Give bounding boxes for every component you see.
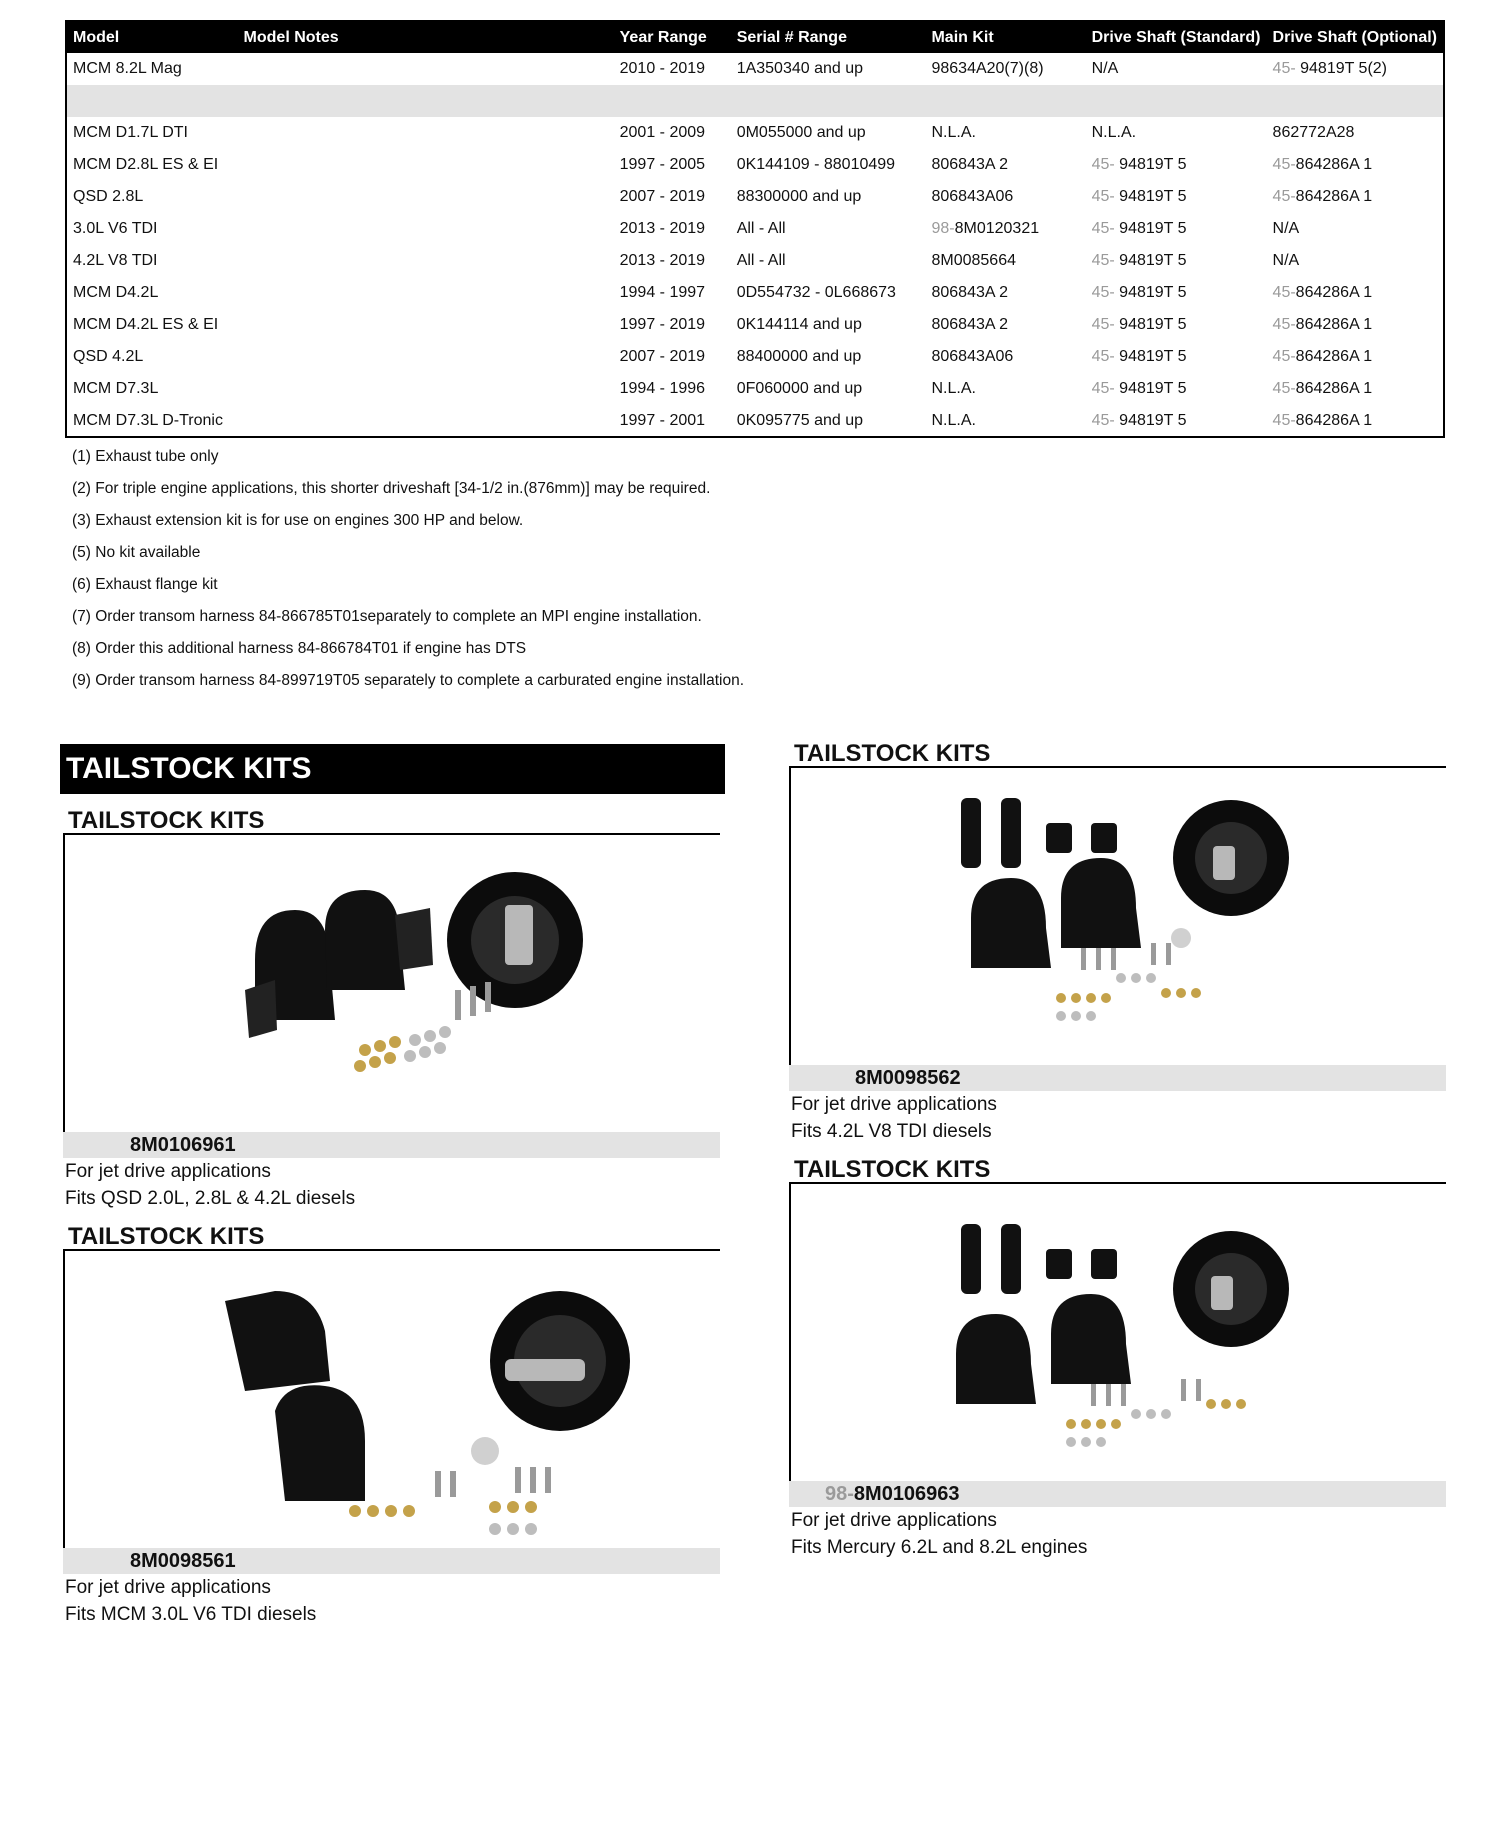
kit-part-number <box>63 1548 720 1574</box>
cell-drive-shaft-standard <box>1086 85 1267 117</box>
footnote: (8) Order this additional harness 84-866784T01 if engine has DTS <box>72 640 527 657</box>
cell-serial-range <box>731 245 926 277</box>
cell-serial-range <box>731 373 926 405</box>
cell-drive-shaft-standard-value: 94819T 5 <box>1114 411 1187 429</box>
tailstock-kit-image <box>65 1251 720 1548</box>
cell-drive-shaft-standard-value: 94819T 5 <box>1114 220 1187 237</box>
cell-serial-range <box>731 85 926 117</box>
cell-main-kit-prefix: 98- <box>931 220 955 237</box>
cell-main-kit <box>925 277 1085 309</box>
kit-number: 8M0098561 <box>130 1550 236 1572</box>
cell-drive-shaft-standard-prefix: 45- <box>1091 220 1115 237</box>
cell-main-kit <box>925 85 1085 117</box>
kit-title: TAILSTOCK KITS <box>789 1156 1446 1184</box>
cell-main-kit <box>925 213 1085 245</box>
kit-title: TAILSTOCK KITS <box>789 740 1446 768</box>
cell-drive-shaft-standard <box>1086 405 1267 437</box>
cell-model <box>66 85 238 117</box>
kit-image-frame <box>789 1184 1446 1481</box>
cell-model-notes <box>238 85 614 117</box>
kit-fitment: Fits Mercury 6.2L and 8.2L engines <box>791 1537 1088 1558</box>
cell-serial-range <box>731 117 926 149</box>
cell-serial-range <box>731 149 926 181</box>
tailstock-kit-image <box>791 1184 1446 1481</box>
header-model-notes: Model Notes <box>238 21 614 53</box>
kit-image-frame <box>63 835 720 1132</box>
cell-drive-shaft-optional <box>1267 181 1444 213</box>
footnote: (2) For triple engine applications, this shorter driveshaft [34-1/2 in.(876mm)] may be required. <box>72 480 711 497</box>
cell-main-kit <box>925 309 1085 341</box>
cell-model-value: 3.0L V6 TDI <box>73 220 158 237</box>
kit-image-frame <box>789 768 1446 1065</box>
cell-serial-range-value: 0K144114 and up <box>736 316 862 333</box>
cell-model <box>66 309 238 341</box>
cell-drive-shaft-optional-prefix: 45- <box>1272 284 1296 301</box>
cell-year-range-value: 2013 - 2019 <box>619 252 706 269</box>
cell-year-range <box>614 405 731 437</box>
cell-drive-shaft-optional <box>1267 277 1444 309</box>
cell-drive-shaft-standard <box>1086 277 1267 309</box>
cell-year-range <box>614 373 731 405</box>
cell-drive-shaft-optional-value: N/A <box>1272 220 1300 237</box>
cell-year-range-value: 2007 - 2019 <box>619 188 706 205</box>
kit-number: 8M0106963 <box>853 1483 960 1505</box>
kit-card-8m0098562 <box>789 740 1446 1145</box>
cell-drive-shaft-optional-value: 864286A 1 <box>1295 380 1373 397</box>
cell-serial-range-value: 0D554732 - 0L668673 <box>736 284 896 301</box>
kit-number: 8M0106961 <box>130 1134 236 1156</box>
cell-model-value: MCM D2.8L ES & EI <box>73 156 219 173</box>
cell-main-kit-value: 806843A 2 <box>931 316 1008 333</box>
cell-model <box>66 117 238 149</box>
header-model: Model <box>66 21 238 53</box>
cell-model <box>66 245 238 277</box>
kit-number-prefix: 98- <box>825 1483 854 1505</box>
footnote: (3) Exhaust extension kit is for use on engines 300 HP and below. <box>72 512 524 529</box>
cell-model-notes <box>238 245 614 277</box>
cell-drive-shaft-standard-value: 94819T 5 <box>1114 188 1187 205</box>
header-drive-shaft-optional: Drive Shaft (Optional) <box>1267 21 1444 53</box>
header-main-kit: Main Kit <box>925 21 1085 53</box>
table-row <box>66 341 1444 373</box>
kit-part-number <box>789 1481 1446 1507</box>
cell-drive-shaft-optional <box>1267 213 1444 245</box>
kit-image-frame <box>63 1251 720 1548</box>
cell-model <box>66 53 238 85</box>
table-body <box>66 53 1444 437</box>
cell-drive-shaft-optional-prefix: 45- <box>1272 411 1296 429</box>
cell-drive-shaft-standard-prefix: 45- <box>1091 380 1115 397</box>
cell-drive-shaft-standard-value: N/A <box>1091 60 1119 77</box>
cell-drive-shaft-standard-value: 94819T 5 <box>1114 156 1187 173</box>
cell-serial-range-value: 0M055000 and up <box>736 124 866 141</box>
cell-drive-shaft-standard-value: 94819T 5 <box>1114 284 1187 301</box>
cell-drive-shaft-optional <box>1267 373 1444 405</box>
kit-description <box>63 1158 720 1212</box>
cell-serial-range-value: 0K144109 - 88010499 <box>736 156 896 173</box>
cell-drive-shaft-optional-value: 864286A 1 <box>1295 284 1373 301</box>
cell-main-kit <box>925 53 1085 85</box>
cell-model <box>66 149 238 181</box>
cell-model-notes <box>238 53 614 85</box>
cell-drive-shaft-optional-prefix: 45- <box>1272 188 1296 205</box>
cell-year-range <box>614 245 731 277</box>
kit-description <box>789 1507 1446 1561</box>
cell-model-notes <box>238 405 614 437</box>
table-row <box>66 149 1444 181</box>
cell-model <box>66 181 238 213</box>
cell-drive-shaft-standard <box>1086 245 1267 277</box>
cell-drive-shaft-optional-value: 862772A28 <box>1272 124 1355 141</box>
cell-model-value: 4.2L V8 TDI <box>73 252 158 269</box>
cell-serial-range-value: 0F060000 and up <box>736 380 863 397</box>
cell-drive-shaft-optional-prefix: 45- <box>1272 348 1296 365</box>
kit-title: TAILSTOCK KITS <box>63 807 720 835</box>
cell-serial-range <box>731 277 926 309</box>
cell-drive-shaft-optional <box>1267 85 1444 117</box>
cell-drive-shaft-optional <box>1267 405 1444 437</box>
cell-year-range <box>614 213 731 245</box>
cell-year-range <box>614 149 731 181</box>
cell-drive-shaft-standard-prefix: 45- <box>1091 252 1115 269</box>
cell-serial-range <box>731 341 926 373</box>
footnotes-list <box>72 441 744 697</box>
spec-table <box>65 20 1445 438</box>
cell-drive-shaft-optional-value: 864286A 1 <box>1295 188 1373 205</box>
cell-drive-shaft-standard <box>1086 213 1267 245</box>
cell-model-value: MCM D4.2L <box>73 284 159 301</box>
cell-model-value: QSD 4.2L <box>73 348 144 365</box>
cell-model-notes <box>238 277 614 309</box>
cell-main-kit <box>925 373 1085 405</box>
cell-model <box>66 341 238 373</box>
cell-model-notes <box>238 149 614 181</box>
cell-serial-range <box>731 53 926 85</box>
kit-title: TAILSTOCK KITS <box>63 1223 720 1251</box>
cell-main-kit-value: N.L.A. <box>931 411 976 429</box>
cell-drive-shaft-standard <box>1086 181 1267 213</box>
cell-year-range <box>614 277 731 309</box>
cell-main-kit-value: 98634A20(7)(8) <box>931 60 1044 77</box>
cell-model-notes <box>238 117 614 149</box>
kit-application: For jet drive applications <box>791 1094 997 1115</box>
cell-main-kit <box>925 149 1085 181</box>
cell-model-value: MCM D4.2L ES & EI <box>73 316 219 333</box>
cell-main-kit-value: 8M0120321 <box>954 220 1040 237</box>
cell-year-range <box>614 309 731 341</box>
cell-main-kit <box>925 341 1085 373</box>
cell-year-range <box>614 181 731 213</box>
kit-description <box>63 1574 720 1628</box>
table-row <box>66 53 1444 85</box>
kit-application: For jet drive applications <box>791 1510 997 1531</box>
cell-drive-shaft-optional <box>1267 53 1444 85</box>
table-row <box>66 373 1444 405</box>
cell-main-kit <box>925 117 1085 149</box>
kit-fitment: Fits MCM 3.0L V6 TDI diesels <box>65 1604 317 1625</box>
cell-year-range-value: 2010 - 2019 <box>619 60 706 77</box>
cell-serial-range-value: 88400000 and up <box>736 348 862 365</box>
cell-serial-range-value: All - All <box>736 252 786 269</box>
cell-drive-shaft-standard-prefix: 45- <box>1091 348 1115 365</box>
table-row <box>66 213 1444 245</box>
cell-main-kit-value: 806843A06 <box>931 348 1014 365</box>
cell-year-range-value: 2007 - 2019 <box>619 348 706 365</box>
cell-model-value: MCM D7.3L <box>73 380 159 397</box>
footnote: (7) Order transom harness 84-866785T01separately to complete an MPI engine installation. <box>72 608 702 625</box>
cell-drive-shaft-optional <box>1267 245 1444 277</box>
cell-drive-shaft-standard <box>1086 309 1267 341</box>
header-year-range: Year Range <box>614 21 731 53</box>
kit-fitment: Fits 4.2L V8 TDI diesels <box>791 1121 992 1142</box>
footnote: (9) Order transom harness 84-899719T05 separately to complete a carburated engine installation. <box>72 672 745 689</box>
cell-model <box>66 277 238 309</box>
kit-card-8m0098561 <box>63 1223 720 1628</box>
cell-serial-range-value: 88300000 and up <box>736 188 862 205</box>
cell-serial-range <box>731 181 926 213</box>
cell-model-notes <box>238 309 614 341</box>
header-drive-shaft-standard: Drive Shaft (Standard) <box>1086 21 1267 53</box>
kit-part-number <box>789 1065 1446 1091</box>
table-header-row <box>66 21 1444 53</box>
cell-drive-shaft-optional <box>1267 309 1444 341</box>
cell-drive-shaft-standard-prefix: 45- <box>1091 316 1115 333</box>
cell-drive-shaft-optional-prefix: 45- <box>1272 380 1296 397</box>
cell-year-range <box>614 341 731 373</box>
cell-drive-shaft-standard-value: 94819T 5 <box>1114 348 1187 365</box>
table-row <box>66 405 1444 437</box>
cell-drive-shaft-standard-value: N.L.A. <box>1091 124 1137 141</box>
table-row <box>66 85 1444 117</box>
cell-serial-range-value: 0K095775 and up <box>736 411 864 429</box>
section-banner: TAILSTOCK KITS <box>60 744 725 794</box>
cell-year-range <box>614 117 731 149</box>
cell-serial-range <box>731 213 926 245</box>
cell-year-range <box>614 85 731 117</box>
tailstock-kit-image <box>65 835 720 1132</box>
cell-year-range-value: 1994 - 1997 <box>619 284 706 301</box>
kit-card-8m0106961 <box>63 807 720 1212</box>
cell-model <box>66 213 238 245</box>
kit-part-number <box>63 1132 720 1158</box>
cell-drive-shaft-standard-prefix: 45- <box>1091 284 1115 301</box>
cell-year-range <box>614 53 731 85</box>
cell-model <box>66 405 238 437</box>
header-serial-range: Serial # Range <box>731 21 926 53</box>
kit-card-8m0106963 <box>789 1156 1446 1561</box>
cell-serial-range <box>731 309 926 341</box>
table-row <box>66 309 1444 341</box>
cell-drive-shaft-optional <box>1267 149 1444 181</box>
cell-year-range-value: 1997 - 2001 <box>619 411 706 429</box>
cell-model-value: MCM 8.2L Mag <box>73 60 182 77</box>
table-row <box>66 117 1444 149</box>
cell-main-kit-value: N.L.A. <box>931 124 976 141</box>
kit-application: For jet drive applications <box>65 1577 271 1598</box>
cell-model-value: MCM D1.7L DTI <box>73 124 188 141</box>
cell-model-value: MCM D7.3L D-Tronic <box>73 411 223 429</box>
cell-drive-shaft-optional-value: 864286A 1 <box>1295 411 1373 429</box>
kit-application: For jet drive applications <box>65 1161 271 1182</box>
cell-serial-range-value: All - All <box>736 220 786 237</box>
cell-main-kit-value: 8M0085664 <box>931 252 1016 269</box>
cell-drive-shaft-optional <box>1267 117 1444 149</box>
cell-drive-shaft-optional-prefix: 45- <box>1272 156 1296 173</box>
cell-year-range-value: 2001 - 2009 <box>619 124 706 141</box>
cell-drive-shaft-standard <box>1086 149 1267 181</box>
cell-serial-range-value: 1A350340 and up <box>736 60 864 77</box>
cell-drive-shaft-standard-prefix: 45- <box>1091 156 1115 173</box>
cell-drive-shaft-optional-value: 864286A 1 <box>1295 316 1373 333</box>
cell-main-kit <box>925 245 1085 277</box>
cell-main-kit <box>925 405 1085 437</box>
cell-drive-shaft-standard <box>1086 373 1267 405</box>
cell-drive-shaft-standard <box>1086 53 1267 85</box>
cell-main-kit-value: N.L.A. <box>931 380 976 397</box>
cell-serial-range <box>731 405 926 437</box>
cell-drive-shaft-standard-prefix: 45- <box>1091 188 1115 205</box>
table-row <box>66 245 1444 277</box>
cell-year-range-value: 2013 - 2019 <box>619 220 706 237</box>
kit-number: 8M0098562 <box>855 1067 961 1089</box>
cell-main-kit-value: 806843A06 <box>931 188 1014 205</box>
table-row <box>66 181 1444 213</box>
cell-drive-shaft-optional <box>1267 341 1444 373</box>
cell-drive-shaft-optional-prefix: 45- <box>1272 60 1296 77</box>
cell-year-range-value: 1997 - 2005 <box>619 156 706 173</box>
cell-year-range-value: 1994 - 1996 <box>619 380 706 397</box>
cell-model <box>66 373 238 405</box>
cell-drive-shaft-optional-value: 864286A 1 <box>1295 156 1373 173</box>
cell-model-notes <box>238 181 614 213</box>
cell-drive-shaft-standard-value: 94819T 5 <box>1114 252 1187 269</box>
cell-drive-shaft-standard-value: 94819T 5 <box>1114 380 1187 397</box>
cell-drive-shaft-standard <box>1086 117 1267 149</box>
cell-main-kit-value: 806843A 2 <box>931 156 1008 173</box>
cell-model-value: QSD 2.8L <box>73 188 144 205</box>
cell-drive-shaft-optional-value: 94819T 5(2) <box>1295 60 1387 77</box>
footnote: (5) No kit available <box>72 544 201 561</box>
cell-drive-shaft-standard <box>1086 341 1267 373</box>
cell-model-notes <box>238 213 614 245</box>
kit-fitment: Fits QSD 2.0L, 2.8L & 4.2L diesels <box>65 1188 356 1209</box>
footnote: (1) Exhaust tube only <box>72 448 219 465</box>
cell-drive-shaft-optional-value: N/A <box>1272 252 1300 269</box>
cell-drive-shaft-standard-value: 94819T 5 <box>1114 316 1187 333</box>
footnote: (6) Exhaust flange kit <box>72 576 218 593</box>
tailstock-kit-image <box>791 768 1446 1065</box>
cell-drive-shaft-optional-value: 864286A 1 <box>1295 348 1373 365</box>
cell-main-kit-value: 806843A 2 <box>931 284 1008 301</box>
cell-model-notes <box>238 341 614 373</box>
table-row <box>66 277 1444 309</box>
kit-description <box>789 1091 1446 1145</box>
cell-main-kit <box>925 181 1085 213</box>
cell-drive-shaft-standard-prefix: 45- <box>1091 411 1115 429</box>
cell-model-notes <box>238 373 614 405</box>
cell-year-range-value: 1997 - 2019 <box>619 316 706 333</box>
cell-drive-shaft-optional-prefix: 45- <box>1272 316 1296 333</box>
